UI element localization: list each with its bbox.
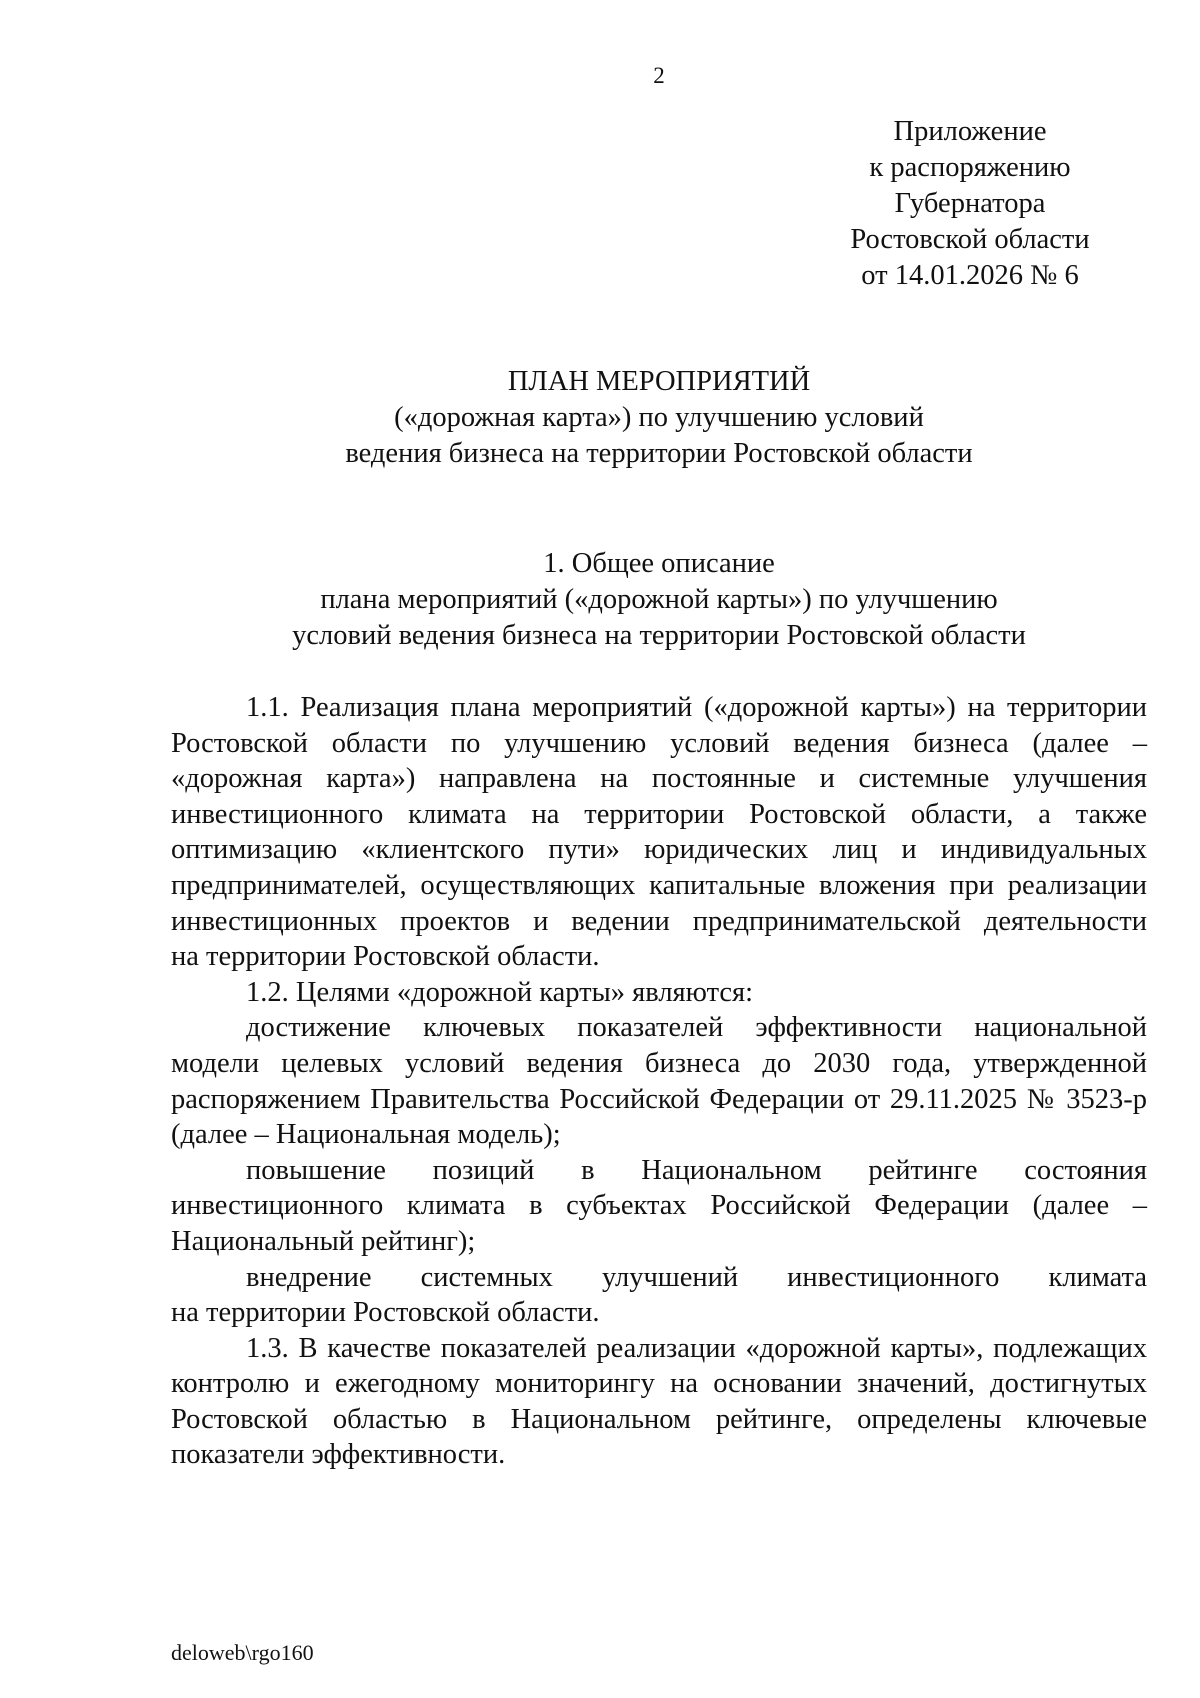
paragraph-line: 1.2. Целями «дорожной карты» являются: [246,976,754,1008]
goal-line: внедрение системных улучшений инвестиционного климата [246,1261,1147,1293]
appendix-date-number: от 14.01.2026 № 6 [861,260,1079,291]
paragraph-line: инвестиционного климата на территории Ростовской области, а также [171,798,1147,830]
paragraph-line: Ростовской области по улучшению условий ведения бизнеса (далее – [171,727,1147,759]
goal-line: модели целевых условий ведения бизнеса до 2030 года, утвержденной [171,1047,1147,1079]
paragraph-line: оптимизацию «клиентского пути» юридических лиц и индивидуальных [171,834,1147,866]
paragraph-line: контролю и ежегодному мониторингу на основании значений, достигнутых [171,1368,1147,1400]
paragraph-line: 1.3. В качестве показателей реализации «дорожной карты», подлежащих [246,1332,1147,1364]
paragraph-line: 1.1. Реализация плана мероприятий («дорожной карты») на территории [246,692,1147,723]
paragraph-line: «дорожная карта») направлена на постоянные и системные улучшения [171,763,1147,795]
document-title [0,364,1200,472]
goal-line: инвестиционного климата в субъектах Российской Федерации (далее – [171,1190,1147,1222]
title-line: («дорожная карта») по улучшению условий [394,402,924,433]
appendix-line: к распоряжению [869,152,1071,183]
section-heading-line: условий ведения бизнеса на территории Ростовской области [292,620,1026,651]
goal-line: на территории Ростовской области. [171,1297,600,1329]
goal-line: распоряжением Правительства Российской Федерации от 29.11.2025 № 3523-р [171,1083,1147,1115]
section-heading-line: 1. Общее описание [543,548,775,579]
goal-line: (далее – Национальная модель); [171,1119,561,1151]
paragraph-line: на территории Ростовской области. [171,941,600,973]
section-heading [0,546,1200,654]
page-number: 2 [653,63,665,88]
goal-line: достижение ключевых показателей эффективности национальной [246,1012,1147,1044]
section-heading-line: плана мероприятий («дорожной карты») по улучшению [320,584,998,615]
goal-line: Национальный рейтинг); [171,1225,476,1257]
document-body [171,690,1147,1473]
title-line: ПЛАН МЕРОПРИЯТИЙ [507,366,811,397]
appendix-line: Ростовской области [850,224,1090,255]
document-registration-code: deloweb\rgo160 [171,1640,314,1665]
paragraph-line: Ростовской областью в Национальном рейтинге, определены ключевые [171,1403,1147,1435]
paragraph-line: предпринимателей, осуществляющих капитальные вложения при реализации [171,869,1147,901]
paragraph-line: показатели эффективности. [171,1439,506,1471]
appendix-line: Приложение [893,116,1047,147]
goal-line: повышение позиций в Национальном рейтинге состояния [246,1154,1147,1186]
paragraph-line: инвестиционных проектов и ведении предпринимательской деятельности [171,905,1147,937]
appendix-header [835,114,1105,294]
title-line: ведения бизнеса на территории Ростовской области [345,438,973,469]
appendix-line: Губернатора [894,188,1046,219]
